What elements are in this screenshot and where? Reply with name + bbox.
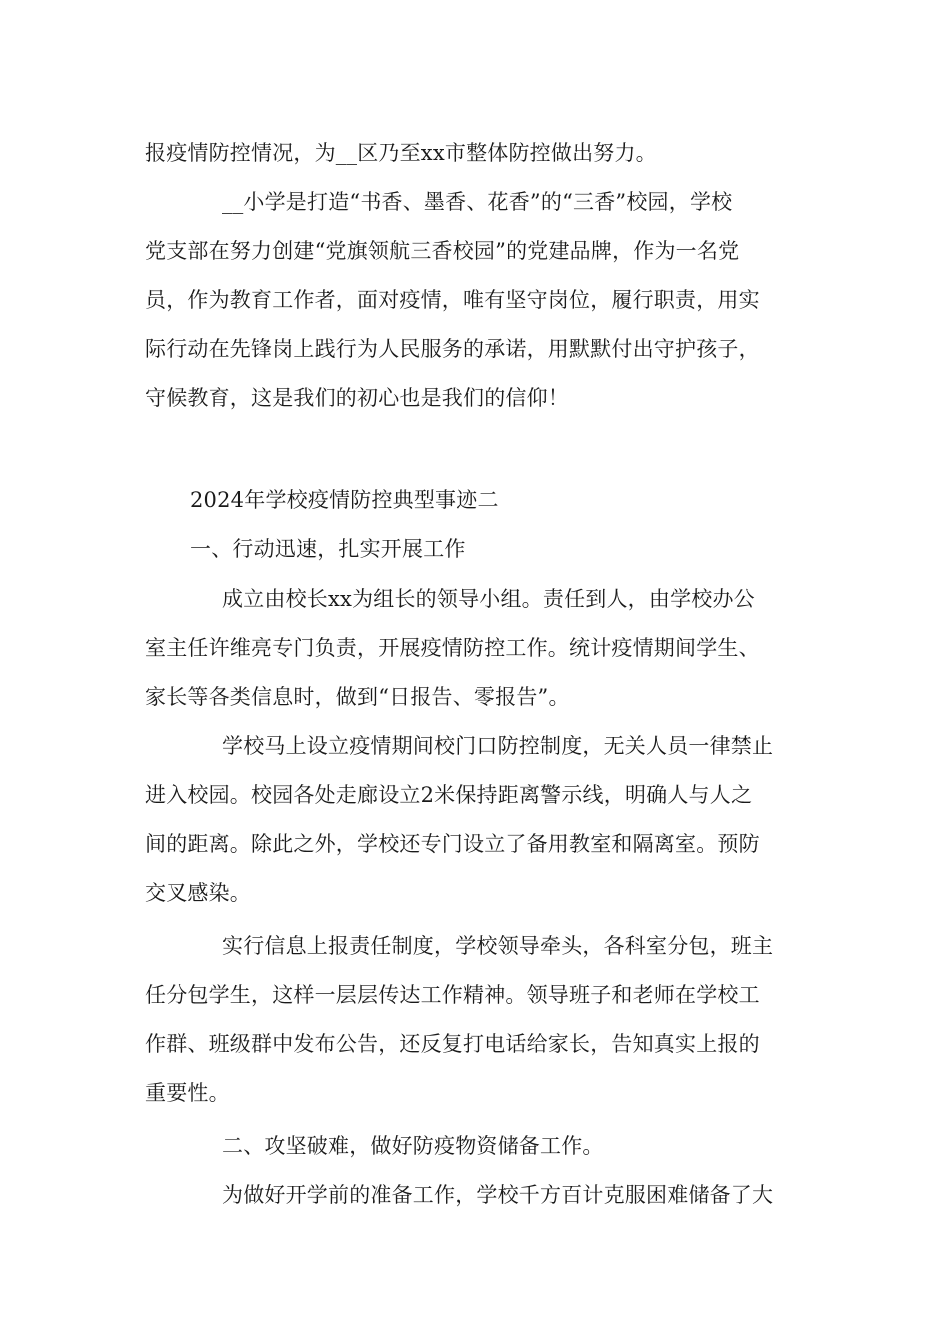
text-line: __小学是打造“书香、墨香、花香”的“三香”校园，学校 [222,190,733,214]
section-heading: 二、攻坚破难，做好防疫物资储备工作。 [222,1134,604,1158]
text-line: 际行动在先锋岗上践行为人民服务的承诺，用默默付出守护孩子， [145,337,760,361]
section-heading: 一、行动迅速，扎实开展工作 [190,537,466,561]
text-line: 重要性。 [145,1081,230,1105]
text-line: 间的距离。除此之外，学校还专门设立了备用教室和隔离室。预防 [145,832,760,856]
text-line: 报疫情防控情况，为__区乃至xx市整体防控做出努力。 [145,141,657,165]
text-line: 交叉感染。 [145,881,251,905]
text-line: 员，作为教育工作者，面对疫情，唯有坚守岗位，履行职责，用实 [145,288,760,312]
text-line: 作群、班级群中发布公告，还反复打电话给家长，告知真实上报的 [145,1032,760,1056]
text-line: 家长等各类信息时，做到“日报告、零报告”。 [145,685,570,709]
text-line: 成立由校长xx为组长的领导小组。责任到人，由学校办公 [222,587,755,611]
text-line: 学校马上设立疫情期间校门口防控制度，无关人员一律禁止 [222,734,774,758]
text-line: 任分包学生，这样一层层传达工作精神。领导班子和老师在学校工 [145,983,760,1007]
text-line: 为做好开学前的准备工作，学校千方百计克服困难储备了大 [222,1183,774,1207]
text-line: 室主任许维亮专门负责，开展疫情防控工作。统计疫情期间学生、 [145,636,760,660]
section-title: 2024年学校疫情防控典型事迹二 [190,488,499,512]
text-line: 进入校园。校园各处走廊设立2米保持距离警示线，明确人与人之 [145,783,753,807]
text-line: 党支部在努力创建“党旗领航三香校园”的党建品牌，作为一名党 [145,239,740,263]
text-line: 实行信息上报责任制度，学校领导牵头，各科室分包，班主 [222,934,774,958]
text-line: 守候教育，这是我们的初心也是我们的信仰！ [145,386,569,410]
